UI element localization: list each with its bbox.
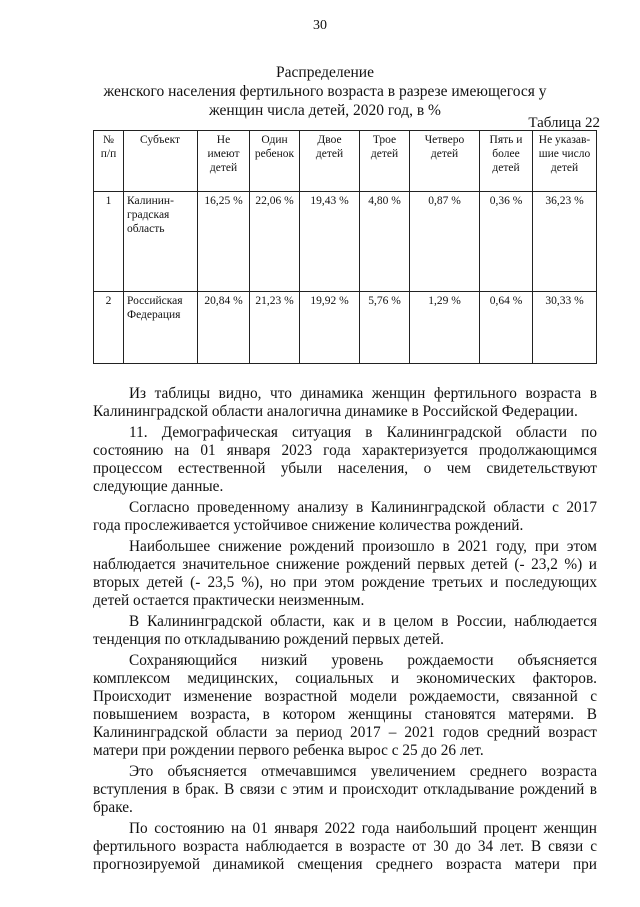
header-cell: Не указав-шие число детей <box>533 131 597 192</box>
value-cell: 20,84 % <box>198 292 250 364</box>
header-cell: Четверо детей <box>410 131 480 192</box>
page-number: 30 <box>313 18 327 33</box>
paragraph: 11. Демографическая ситуация в Калининградской области по состоянию на 01 января 2023 года характеризуется продолжающимся процессом естественной убыли населения, о чем свидетельствуют следующие данные. <box>93 424 597 495</box>
subject-cell: Калинин-градская область <box>124 192 198 292</box>
table-row <box>94 292 597 364</box>
subject-cell: Российская Федерация <box>124 292 198 364</box>
value-cell: 1,29 % <box>410 292 480 364</box>
title-line: женщин числа детей, 2020 год, в % <box>209 102 441 119</box>
paragraph: Сохраняющийся низкий уровень рождаемости объясняется комплексом медицинских, социальных и экономических факторов. Происходит изменение возрастной модели рождаемости, связанной с повышением возраста, в котором женщины становятся матерями. В Калининградской области за период 2017 – 2021 годов средний возраст матери при рождении первого ребенка вырос с 25 до 26 лет. <box>93 652 597 759</box>
table-label: Таблица 22 <box>528 115 600 131</box>
header-cell: Субъект <box>124 131 198 192</box>
value-cell: 0,87 % <box>410 192 480 292</box>
paragraph: По состоянию на 01 января 2022 года наибольший процент женщин фертильного возраста наблюдается в возрасте от 30 до 34 лет. В связи с прогнозируемой динамикой смещения среднего возраста матери при <box>93 820 597 873</box>
value-cell: 22,06 % <box>250 192 300 292</box>
value-cell: 30,33 % <box>533 292 597 364</box>
value-cell: 16,25 % <box>198 192 250 292</box>
table-header-row <box>94 131 597 192</box>
header-cell: № п/п <box>94 131 124 192</box>
row-number: 1 <box>94 192 124 292</box>
value-cell: 21,23 % <box>250 292 300 364</box>
header-cell: Трое детей <box>360 131 410 192</box>
table-title <box>100 63 550 120</box>
value-cell: 5,76 % <box>360 292 410 364</box>
value-cell: 0,64 % <box>480 292 533 364</box>
title-line: женского населения фертильного возраста в разрезе имеющегося у <box>103 83 547 100</box>
table-row <box>94 192 597 292</box>
value-cell: 19,92 % <box>300 292 360 364</box>
paragraph: Это объясняется отмечавшимся увеличением среднего возраста вступления в брак. В связи с этим и происходит откладывание рождений в браке. <box>93 763 597 816</box>
value-cell: 0,36 % <box>480 192 533 292</box>
paragraph: Наибольшее снижение рождений произошло в 2021 году, при этом наблюдается значительное снижение рождений первых детей (- 23,2 %) и вторых детей (- 23,5 %), но при этом рождение третьих и последующих детей остается практически неизменным. <box>93 538 597 609</box>
paragraph: Из таблицы видно, что динамика женщин фертильного возраста в Калининградской области аналогична динамике в Российской Федерации. <box>93 385 597 420</box>
paragraph: Согласно проведенному анализу в Калининградской области с 2017 года прослеживается устойчивое снижение количества рождений. <box>93 499 597 534</box>
value-cell: 19,43 % <box>300 192 360 292</box>
header-cell: Двое детей <box>300 131 360 192</box>
header-cell: Один ребенок <box>250 131 300 192</box>
title-line: Распределение <box>276 64 374 81</box>
value-cell: 4,80 % <box>360 192 410 292</box>
header-cell: Не имеют детей <box>198 131 250 192</box>
value-cell: 36,23 % <box>533 192 597 292</box>
paragraph: В Калининградской области, как и в целом в России, наблюдается тенденция по откладыванию рождений первых детей. <box>93 613 597 648</box>
fertility-distribution-table <box>93 130 597 364</box>
row-number: 2 <box>94 292 124 364</box>
header-cell: Пять и более детей <box>480 131 533 192</box>
body-text <box>93 385 597 874</box>
